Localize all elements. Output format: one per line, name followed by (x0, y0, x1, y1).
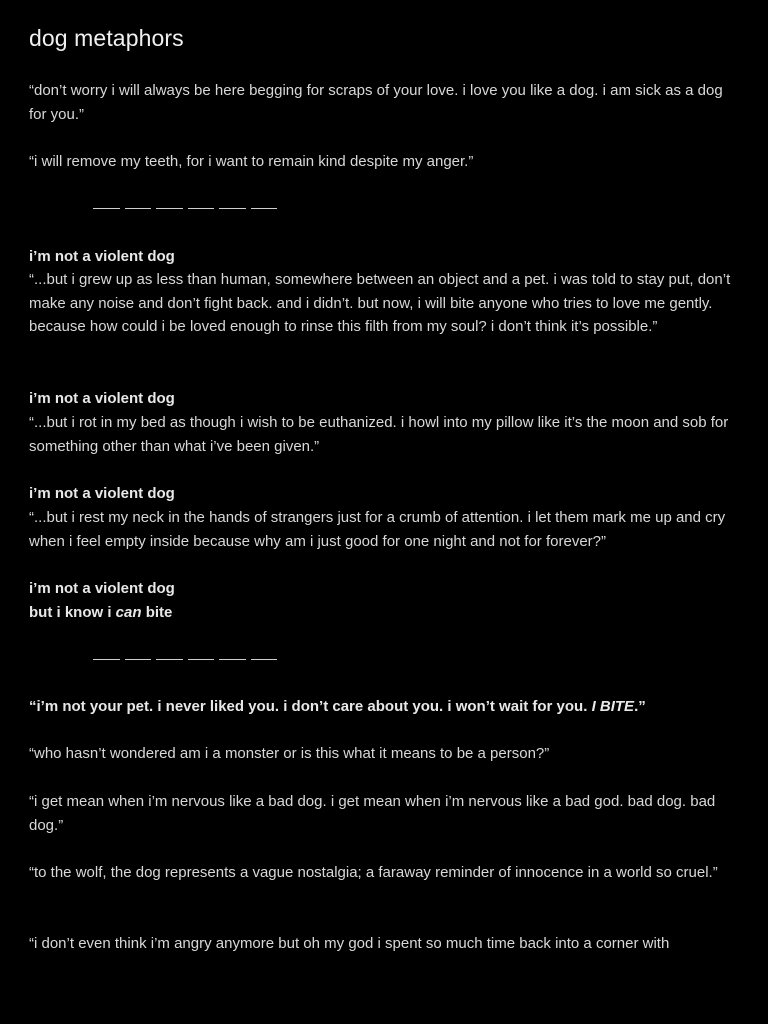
section-divider (93, 208, 277, 209)
section-heading: i’m not a violent dog (29, 485, 175, 502)
section-body: “...but i rest my neck in the hands of strangers just for a crumb of attention. i let them mark me up and cry when i feel empty inside because why am i just good for one night and not for forever?” (29, 509, 726, 550)
section-heading: i’m not a violent dog (29, 390, 175, 407)
quote-bite: “i’m not your pet. i never liked you. i don’t care about you. i won’t wait for you. I BITE.” (29, 698, 646, 715)
section-divider (93, 659, 277, 660)
page-title: dog metaphors (29, 25, 184, 51)
section-body: “...but i rot in my bed as though i wish to be euthanized. i howl into my pillow like it’s the moon and sob for something other than what i’ve been given.” (29, 414, 729, 455)
section-heading: i’m not a violent dog (29, 580, 175, 597)
quote-corner: “i don’t even think i’m angry anymore but oh my god i spent so much time back into a corner with (29, 935, 670, 952)
section-heading: i’m not a violent dog (29, 248, 175, 265)
section-body: “...but i grew up as less than human, somewhere between an object and a pet. i was told to stay put, don’t make any noise and don’t fight back. and i didn’t. but now, i will bite anyone who tries to love me gently. because how could i be loved enough to rinse this filth from my soul? i don’t think it’s possible.” (29, 271, 731, 336)
section-closing-line: but i know i can bite (29, 604, 173, 621)
quote-wolf: “to the wolf, the dog represents a vague nostalgia; a faraway reminder of innocence in a world so cruel.” (29, 864, 718, 881)
paragraph-intro: “don’t worry i will always be here begging for scraps of your love. i love you like a dog. i am sick as a dog for you.” (29, 82, 723, 123)
quote-monster: “who hasn’t wondered am i a monster or is this what it means to be a person?” (29, 745, 550, 762)
paragraph-teeth: “i will remove my teeth, for i want to remain kind despite my anger.” (29, 153, 474, 170)
quote-bad-dog: “i get mean when i’m nervous like a bad dog. i get mean when i’m nervous like a bad god. bad dog. bad dog.” (29, 793, 716, 834)
